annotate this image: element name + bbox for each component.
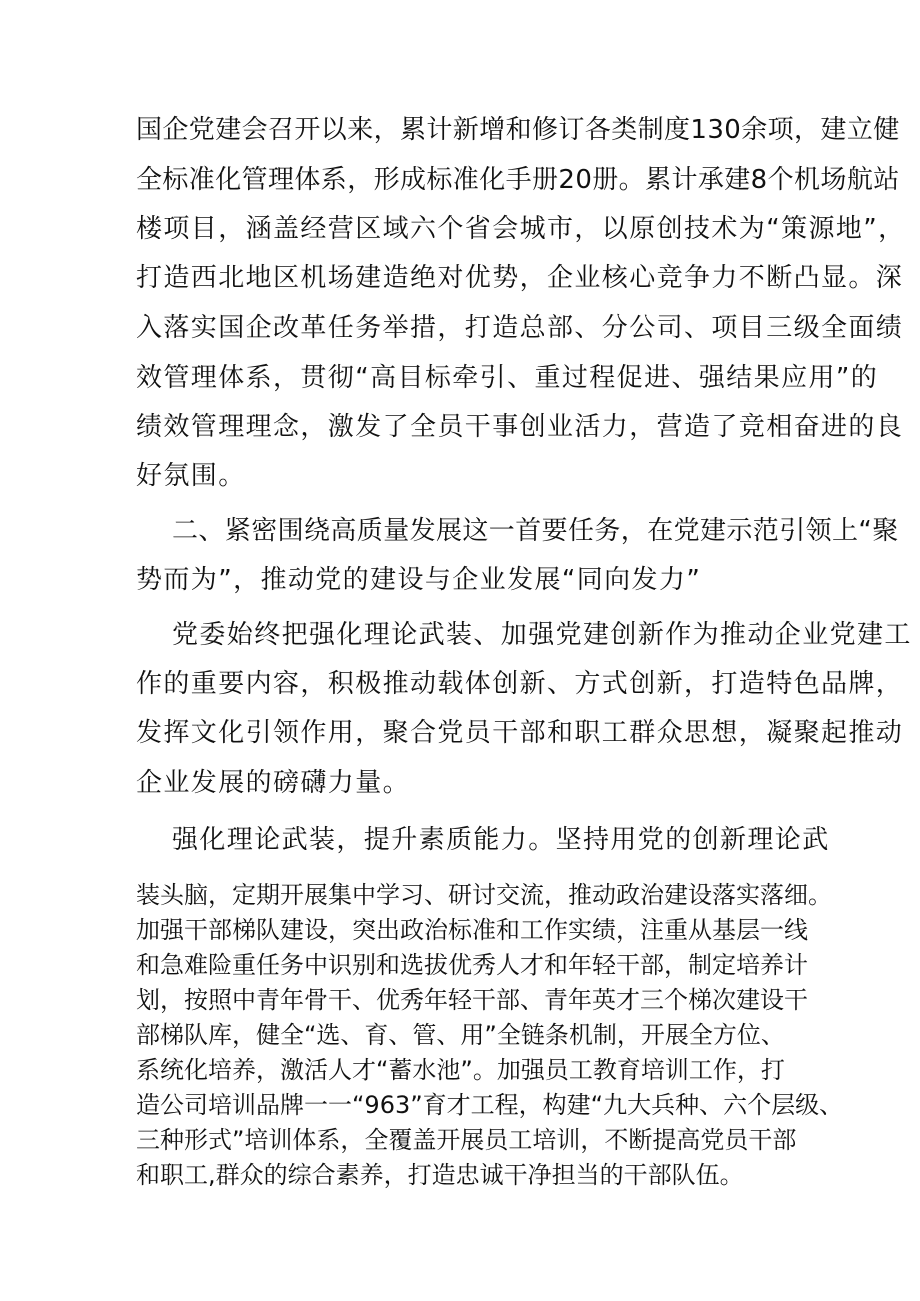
text-line: 效管理体系，贯彻“高目标牵引、重过程促进、强结果应用”的: [136, 363, 879, 393]
text-line: 作的重要内容，积极推动载体创新、方式创新，打造特色品牌，: [136, 669, 904, 699]
text-line: 打造西北地区机场建造绝对优势，企业核心竞争力不断凸显。深: [136, 263, 904, 293]
text-line: 加强干部梯队建设，突出政治标准和工作实绩，注重从基层一线: [136, 916, 808, 944]
heading-line: 势而为”，推动党的建设与企业发展“同向发力”: [136, 565, 702, 595]
text-line: 和职工,群众的综合素养，打造忠诚干净担当的干部队伍。: [136, 1161, 744, 1189]
text-line: 和急难险重任务中识别和选拔优秀人才和年轻干部，制定培养计: [136, 951, 808, 979]
text-line: 划，按照中青年骨干、优秀年轻干部、青年英才三个梯次建设干: [136, 986, 808, 1014]
text-line: 造公司培训品牌一一“963”育才工程，构建“九大兵种、六个层级、: [136, 1091, 844, 1119]
text-line: 党委始终把强化理论武装、加强党建创新作为推动企业党建工: [172, 620, 912, 650]
heading-line: 二、紧密围绕高质量发展这一首要任务，在党建示范引领上“聚: [172, 516, 899, 546]
text-line: 国企党建会召开以来，累计新增和修订各类制度130余项，建立健: [136, 115, 900, 145]
text-line: 全标准化管理体系，形成标准化手册20册。累计承建8个机场航站: [136, 165, 900, 195]
text-line: 楼项目，涵盖经营区域六个省会城市，以原创技术为“策源地”，: [136, 214, 906, 244]
text-line: 好氛围。: [136, 461, 246, 491]
text-line: 绩效管理理念，激发了全员干事创业活力，营造了竞相奋进的良: [136, 412, 904, 442]
text-line: 部梯队库，健全“选、育、管、用”全链条机制，开展全方位、: [136, 1021, 785, 1049]
text-line: 系统化培养，激活人才“蓄水池”。加强员工教育培训工作，打: [136, 1056, 785, 1084]
text-line: 三种形式”培训体系，全覆盖开展员工培训，不断提高党员干部: [136, 1126, 797, 1154]
text-line: 发挥文化引领作用，聚合党员干部和职工群众思想，凝聚起推动: [136, 718, 904, 748]
text-line: 强化理论武装，提升素质能力。坚持用党的创新理论武: [172, 825, 830, 855]
text-line: 装头脑，定期开展集中学习、研讨交流，推动政治建设落实落细。: [136, 881, 832, 909]
text-line: 入落实国企改革任务举措，打造总部、分公司、项目三级全面绩: [136, 313, 904, 343]
text-line: 企业发展的磅礴力量。: [136, 768, 411, 798]
